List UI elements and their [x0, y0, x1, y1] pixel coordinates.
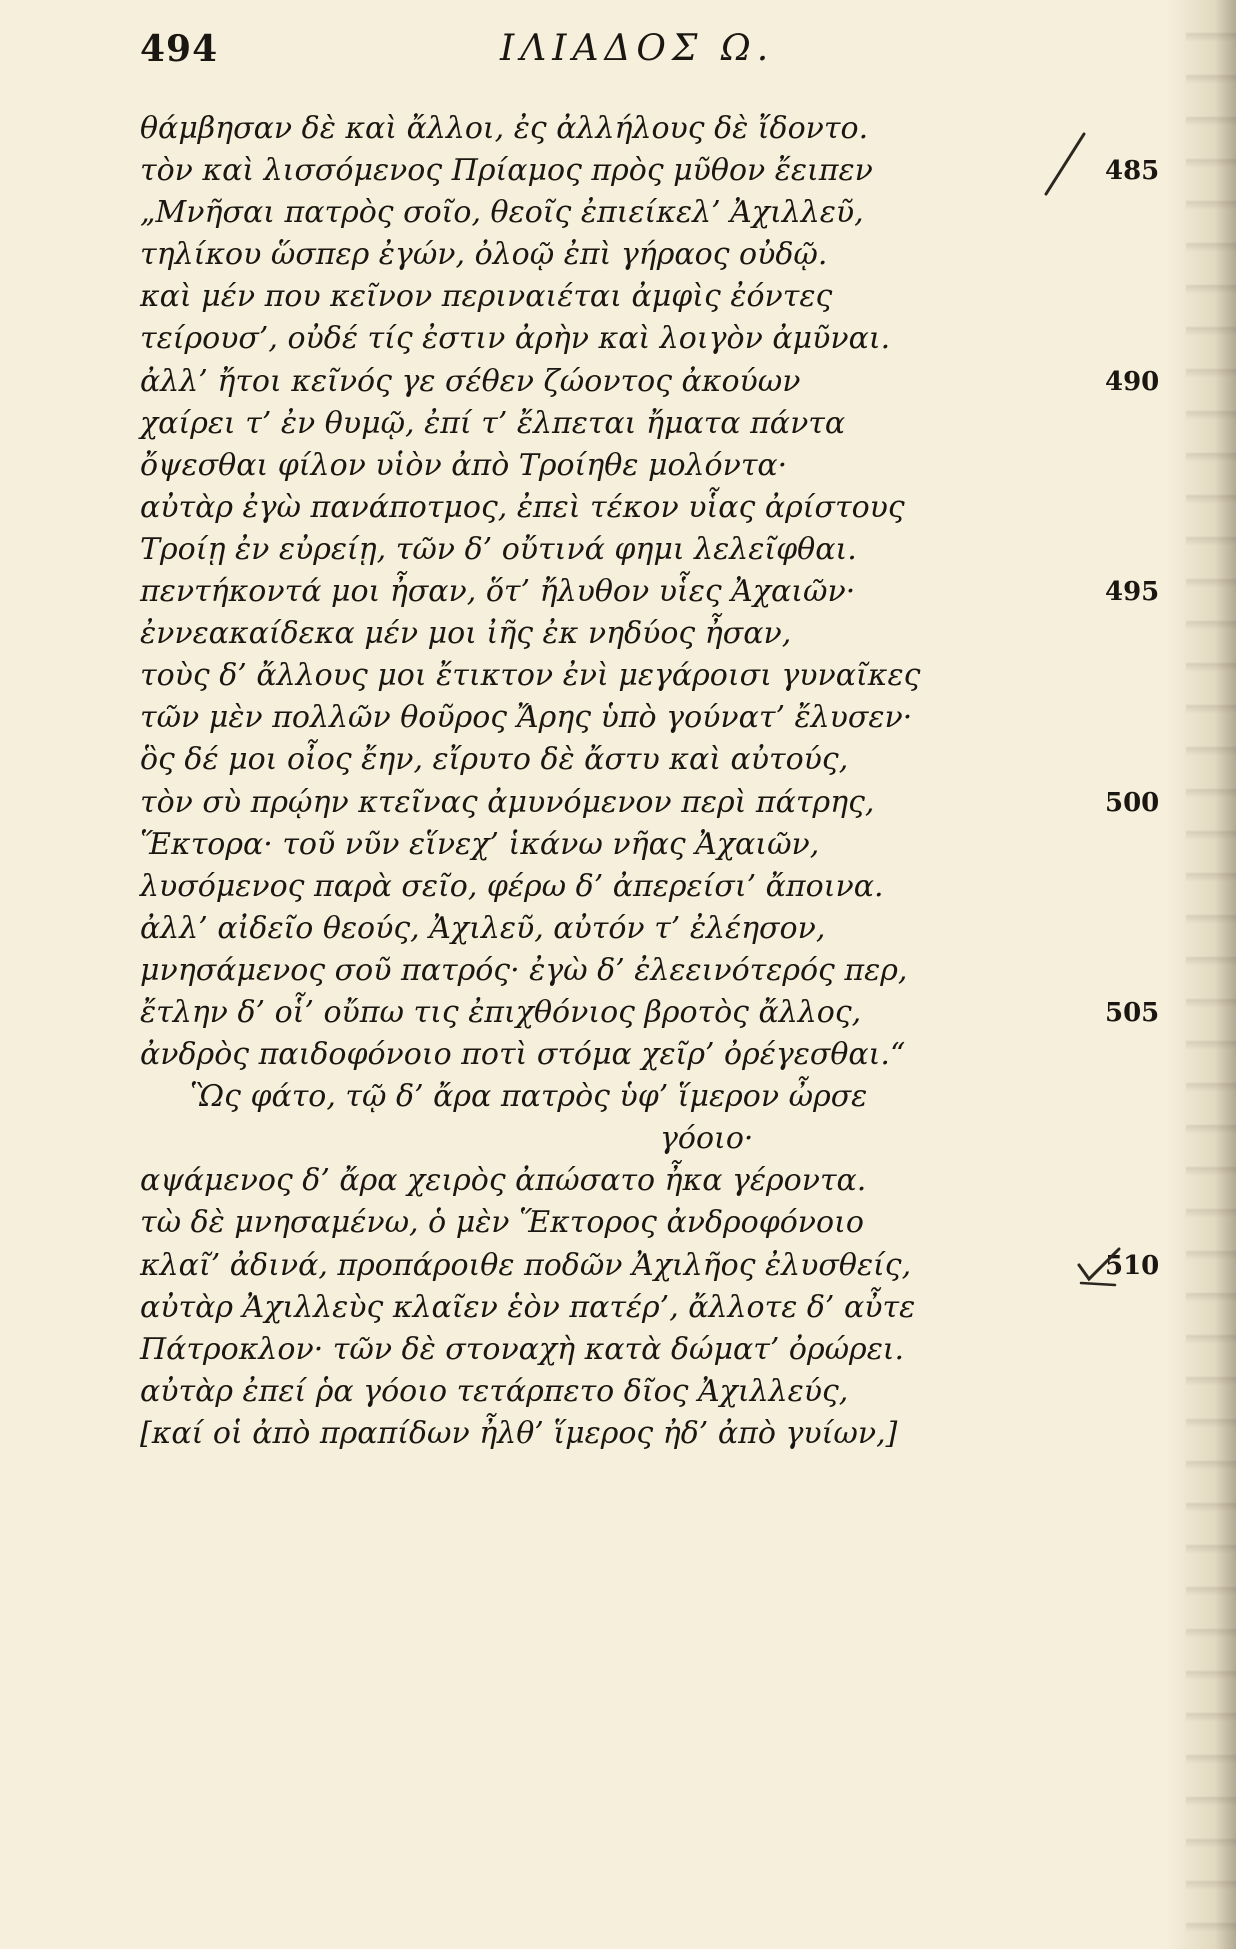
verse-text: Ὣς φάτο, τῷ δ’ ἄρα πατρὸς ὑφ’ ἵμερον ὦρσε [190, 1079, 868, 1115]
verse-line [140, 697, 1140, 739]
facing-page-bleed [1186, 0, 1236, 1949]
page-header [140, 24, 1100, 84]
verse-text: αὐτὰρ ἐγὼ πανάποτμος, ἐπεὶ τέκον υἷας ἀρίστους [140, 489, 905, 525]
verse-text: ὃς δέ μοι οἶος ἔην, εἴρυτο δὲ ἄστυ καὶ αὐτούς, [140, 742, 849, 778]
verse-text: τὼ δὲ μνησαμένω, ὁ μὲν Ἕκτορος ἀνδροφόνοιο [140, 1205, 864, 1241]
verse-line [140, 1160, 1140, 1202]
running-title: ΙΛΙΑΔΟΣ Ω. [500, 28, 775, 69]
verse-text: θάμβησαν δὲ καὶ ἄλλοι, ἐς ἀλλήλους δὲ ἴδοντο. [140, 111, 869, 146]
verse-line [140, 1245, 1160, 1287]
verse-text: κλαῖ’ ἀδινά, προπάροιθε ποδῶν Ἀχιλῆος ἐλυσθείς, [140, 1247, 912, 1283]
verse-line [140, 318, 1140, 360]
verse-text: [καί οἱ ἀπὸ πραπίδων ἦλθ’ ἵμερος ἠδ’ ἀπὸ γυίων,] [140, 1415, 898, 1451]
verse-text: μνησάμενος σοῦ πατρός· ἐγὼ δ’ ἐλεεινότερός περ, [140, 952, 908, 988]
verse-text: Πάτροκλον· τῶν δὲ στοναχὴ κατὰ δώματ’ ὀρώρει. [140, 1331, 905, 1367]
verse-text: χαίρει τ’ ἐν θυμῷ, ἐπί τ’ ἔλπεται ἤματα πάντα [140, 405, 846, 441]
verse-text: ὄψεσθαι φίλον υἱὸν ἀπὸ Τροίηθε μολόντα· [140, 447, 788, 483]
verse-text: καὶ μέν που κεῖνον περιναιέται ἀμφὶς ἐόντες [140, 279, 833, 315]
verse-line [140, 1371, 1140, 1413]
page-number: 494 [140, 28, 219, 70]
verse-text: ἔτλην δ’ οἷ’ οὔπω τις ἐπιχθόνιος βροτὸς ἄλλος, [140, 994, 862, 1030]
verse-line [140, 950, 1140, 992]
verse-line [140, 1329, 1140, 1371]
line-number: 495 [1105, 577, 1160, 608]
line-number: 490 [1105, 366, 1160, 397]
verse-text: τοὺς δ’ ἄλλους μοι ἔτικτον ἐνὶ μεγάροισι γυναῖκες [140, 658, 921, 694]
verse-line [140, 403, 1140, 445]
verse-text: τὸν σὺ πρῴην κτεῖνας ἀμυνόμενον περὶ πάτρης, [140, 784, 875, 820]
verse-text: αὐτὰρ ἐπεί ῥα γόοιο τετάρπετο δῖος Ἀχιλλεύς, [140, 1373, 849, 1409]
verse-line [140, 487, 1140, 529]
line-number: 485 [1105, 156, 1160, 187]
verse-text: „Μνῆσαι πατρὸς σοῖο, θεοῖς ἐπιείκελ’ Ἀχιλλεῦ, [140, 195, 864, 231]
verse-line [140, 866, 1140, 908]
verse-text: αψάμενος δ’ ἄρα χειρὸς ἀπώσατο ἦκα γέροντα. [140, 1163, 867, 1199]
verse-line [140, 613, 1140, 655]
verse-line [140, 1034, 1140, 1076]
verse-text: τείρουσ’, οὐδέ τίς ἐστιν ἀρὴν καὶ λοιγὸν ἀμῦναι. [140, 321, 891, 357]
verse-line [140, 361, 1160, 403]
verse-line [140, 824, 1140, 866]
verse-text: τηλίκου ὥσπερ ἐγών, ὀλοῷ ἐπὶ γήραος οὐδῷ. [140, 237, 828, 273]
verse-line [140, 1413, 1140, 1455]
verse-text: ἀλλ’ ἤτοι κεῖνός γε σέθεν ζώοντος ἀκούων [140, 363, 801, 399]
verse-text: ἀνδρὸς παιδοφόνοιο ποτὶ στόμα χεῖρ’ ὀρέγεσθαι.“ [140, 1037, 906, 1073]
verse-text: ἐννεακαίδεκα μέν μοι ἰῆς ἐκ νηδύος ἦσαν, [140, 616, 792, 652]
verse-line [140, 782, 1160, 824]
verse-text: λυσόμενος παρὰ σεῖο, φέρω δ’ ἀπερείσι’ ἄποινα. [140, 868, 884, 904]
verse-line [140, 908, 1140, 950]
verse-line [140, 150, 1160, 192]
verse-text: τῶν μὲν πολλῶν θοῦρος Ἄρης ὑπὸ γούνατ’ ἔλυσεν· [140, 700, 913, 736]
verse-line [140, 571, 1160, 613]
verse-line [140, 1287, 1140, 1329]
verse-text: τὸν καὶ λισσόμενος Πρίαμος πρὸς μῦθον ἔειπεν [140, 153, 873, 189]
verse-line [140, 1076, 1140, 1118]
verse-text: ἀλλ’ αἰδεῖο θεούς, Ἀχιλεῦ, αὐτόν τ’ ἐλέησον, [140, 910, 826, 946]
verse-line [140, 108, 1140, 150]
verse-line [140, 1202, 1140, 1244]
verse-line [140, 276, 1140, 318]
line-number: 500 [1105, 787, 1160, 818]
verse-block [140, 108, 1160, 1455]
verse-text: πεντήκοντά μοι ἦσαν, ὅτ’ ἤλυθον υἷες Ἀχαιῶν· [140, 574, 856, 610]
verse-line [140, 234, 1140, 276]
line-number: 505 [1105, 997, 1160, 1028]
verse-text: αὐτὰρ Ἀχιλλεὺς κλαῖεν ἑὸν πατέρ’, ἄλλοτε δ’ αὖτε [140, 1289, 916, 1325]
verse-text: γόοιο· [660, 1121, 754, 1157]
verse-text: Ἕκτορα· τοῦ νῦν εἵνεχ’ ἱκάνω νῆας Ἀχαιῶν, [140, 826, 820, 862]
line-number: 510 [1105, 1250, 1160, 1281]
verse-line [140, 192, 1140, 234]
verse-line [140, 739, 1140, 781]
verse-line [140, 1118, 1140, 1160]
verse-line [140, 445, 1140, 487]
verse-text: Τροίῃ ἐν εὐρείῃ, τῶν δ’ οὔτινά φημι λελεῖφθαι. [140, 531, 857, 567]
verse-line [140, 992, 1160, 1034]
verse-line [140, 655, 1140, 697]
verse-line [140, 529, 1140, 571]
